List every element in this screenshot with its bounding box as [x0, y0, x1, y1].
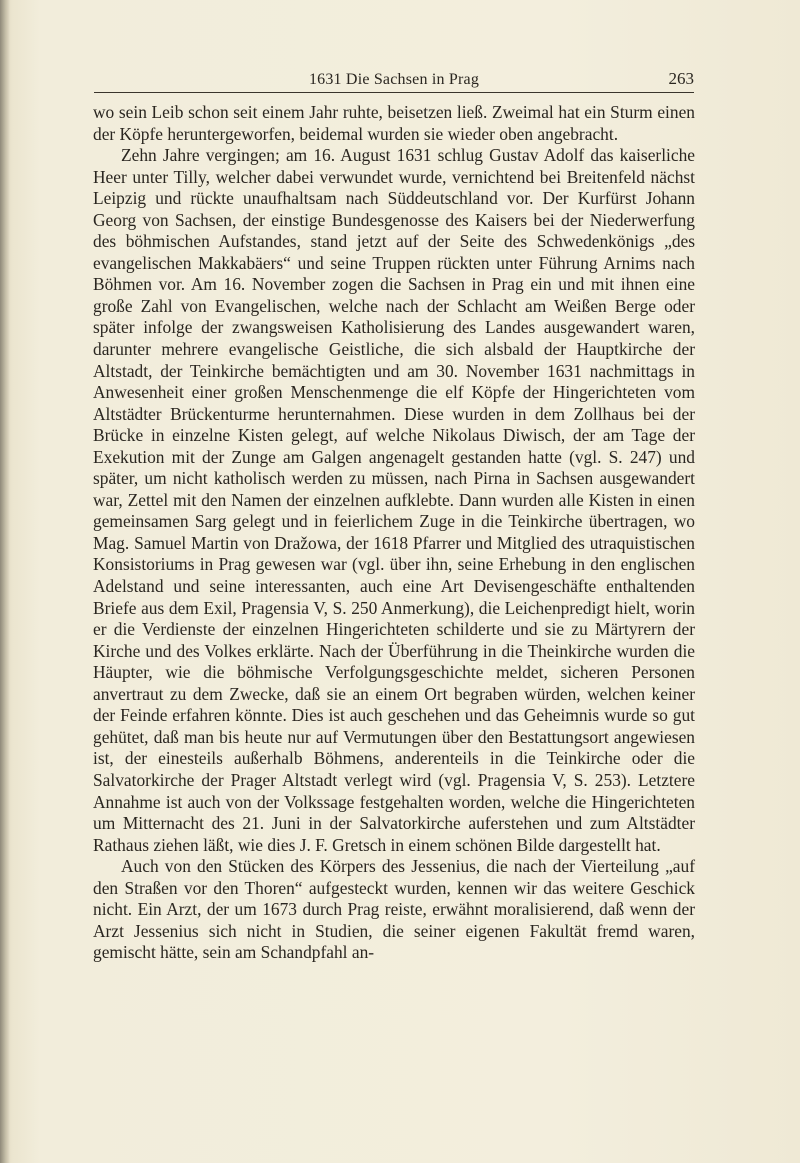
page-header	[94, 70, 694, 93]
running-title: 1631 Die Sachsen in Prag	[308, 71, 480, 88]
paragraph-2: Zehn Jahre vergingen; am 16. August 1631 schlug Gustav Adolf das kaiserliche Heer unter Tilly, welcher dabei verwundet wurde, vernichtend bei Breitenfeld nächst Leipzig und rückte unaufhaltsam nach Süddeutschland vor. Der Kurfürst Johann Georg von Sachsen, der einstige Bundesgenosse des Kaisers bei der Niederwerfung des böhmischen Aufstandes, stand jetzt auf der Seite des Schwedenkönigs „des evangelischen Makkabäers“ und seine Truppen rückten unter Führung Arnims nach Böhmen vor. Am 16. November zogen die Sachsen in Prag ein und mit ihnen eine große Zahl von Evangelischen, welche nach der Schlacht am Weißen Berge oder später infolge der zwangsweisen Katholisierung des Landes ausgewandert waren, darunter mehrere evangelische Geistliche, die sich alsbald der Hauptkirche der Altstadt, der Teinkirche bemächtigten und am 30. November 1631 nachmittags in Anwesenheit einer großen Menschenmenge die elf Köpfe der Hingerichteten vom Altstädter Brückenturme herunternahmen. Diese wurden in dem Zollhaus bei der Brücke in einzelne Kisten gelegt, auf welche Nikolaus Diwisch, der am Tage der Exekution mit der Zunge am Galgen angenagelt gestanden hatte (vgl. S. 247) und später, um nicht katholisch werden zu müssen, nach Pirna in Sachsen ausgewandert war, Zettel mit den Namen der einzelnen aufklebte. Dann wurden alle Kisten in einen gemeinsamen Sarg gelegt und in feierlichem Zuge in die Teinkirche übertragen, wo Mag. Samuel Martin von Dražowa, der 1618 Pfarrer und Mitglied des utraquistischen Konsistoriums in Prag gewesen war (vgl. über ihn, seine Erhebung in den englischen Adelstand und seine interessanten, auch eine Art Devisengeschäfte enthaltenden Briefe aus dem Exil, Pragensia V, S. 250 Anmerkung), die Leichenpredigt hielt, worin er die Verdienste der einzelnen Hingerichteten schilderte und sie zu Märtyrern der Kirche und des Volkes erklärte. Nach der Überführung in die Theinkirche wurden die Häupter, wie die böhmische Verfolgungsgeschichte meldet, sicheren Personen anvertraut zu dem Zwecke, daß sie an einem Ort begraben würden, welchen keiner der Feinde erfahren könnte. Dies ist auch geschehen und das Geheimnis wurde so gut gehütet, daß man bis heute nur auf Vermutungen über den Bestattungsort angewiesen ist, der einesteils außerhalb Böhmens, anderenteils in die Teinkirche oder die Salvatorkirche der Prager Altstadt verlegt wird (vgl. Pragensia V, S. 253). Letztere Annahme ist auch von der Volkssage festgehalten worden, welche die Hingerichteten um Mitternacht des 21. Juni in der Salvatorkirche auferstehen und zum Altstädter Rathaus ziehen läßt, wie dies J. F. Gretsch in einem schönen Bilde dargestellt hat.	[93, 145, 695, 855]
page-number: 263	[668, 69, 694, 88]
paragraph-3: Auch von den Stücken des Körpers des Jessenius, die nach der Vierteilung „auf den Straßen vor den Thoren“ aufgesteckt wurden, kennen wir das weitere Geschick nicht. Ein Arzt, der um 1673 durch Prag reiste, erwähnt moralisierend, daß wenn der Arzt Jessenius sich nicht in Studien, die seiner eigenen Fakultät fremd waren, gemischt hätte, sein am Schandpfahl an-	[93, 856, 695, 963]
book-spine-shadow	[0, 0, 10, 1163]
body-text	[93, 102, 695, 964]
paragraph-1: wo sein Leib schon seit einem Jahr ruhte, beisetzen ließ. Zweimal hat ein Sturm einen der Köpfe heruntergeworfen, beidemal wurden sie wieder oben angebracht.	[93, 102, 695, 144]
